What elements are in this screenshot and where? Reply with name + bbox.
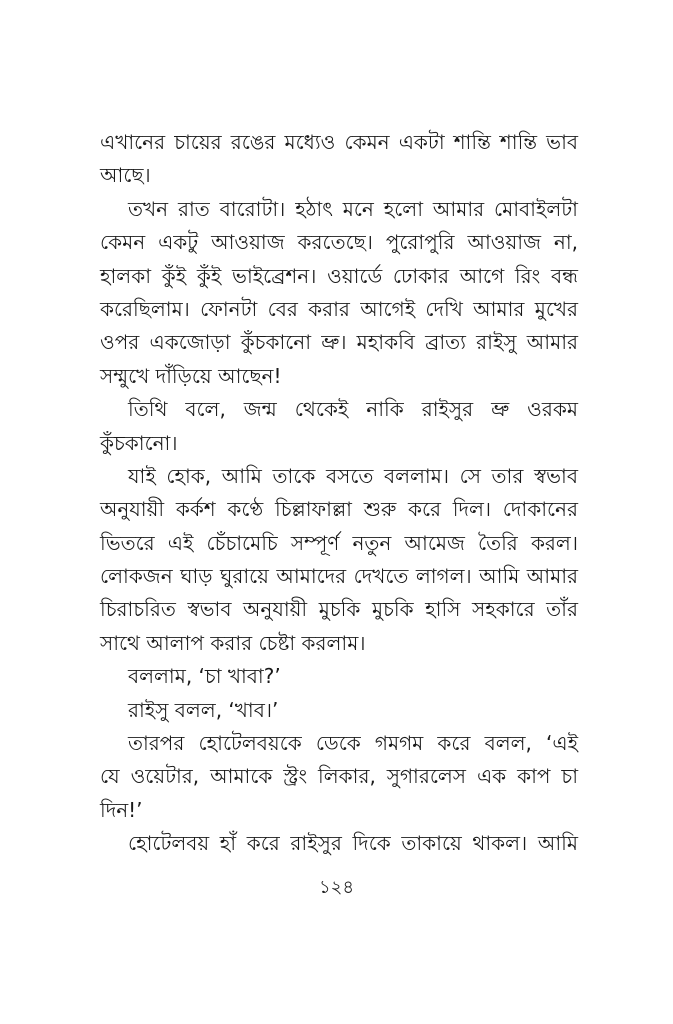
text-line: ভিতরে এই চেঁচামেচি সম্পূর্ণ নতুন আমেজ তৈরি করল। bbox=[100, 530, 578, 555]
text-line: এখানের চায়ের রঙের মধ্যেও কেমন একটা শান্তি শান্তি ভাব bbox=[100, 130, 578, 154]
text-line: রাইসু বলল, ‘খাব।’ bbox=[128, 697, 279, 722]
text-line: যাই হোক, আমি তাকে বসতে বললাম। সে তার স্বভাব bbox=[128, 463, 578, 488]
text-line: তারপর হোটেলবয়কে ডেকে গমগম করে বলল, ‘এই bbox=[128, 731, 578, 756]
text-line: লোকজন ঘাড় ঘুরায়ে আমাদের দেখতে লাগল। আমি আমার bbox=[100, 564, 578, 589]
text-line: ওপর একজোড়া কুঁচকানো ভ্রু। মহাকবি ব্রাত্য রাইসু আমার bbox=[100, 330, 578, 355]
page-number: ১২৪ bbox=[318, 877, 355, 898]
text-line: আছে। bbox=[100, 163, 151, 188]
text-line: দিন!’ bbox=[100, 797, 143, 822]
text-line: কুঁচকানো। bbox=[100, 430, 178, 455]
text-line: অনুযায়ী কর্কশ কণ্ঠে চিল্লাফাল্লা শুরু করে দিল। দোকানের bbox=[100, 497, 578, 522]
text-line: তিথি বলে, জন্ম থেকেই নাকি রাইসুর ভ্রু ওরকম bbox=[128, 397, 578, 422]
text-line: সাথে আলাপ করার চেষ্টা করলাম। bbox=[100, 630, 366, 655]
body-text bbox=[100, 126, 578, 861]
text-line: যে ওয়েটার, আমাকে স্ট্রং লিকার, সুগারলেস এক কাপ চা bbox=[100, 764, 578, 789]
text-line: করেছিলাম। ফোনটা বের করার আগেই দেখি আমার মুখের bbox=[100, 296, 578, 321]
text-line: চিরাচরিত স্বভাব অনুযায়ী মুচকি মুচকি হাসি সহকারে তাঁর bbox=[100, 597, 578, 622]
text-line: বললাম, ‘চা খাবা?’ bbox=[128, 664, 281, 689]
text-line: সম্মুখে দাঁড়িয়ে আছেন! bbox=[100, 363, 282, 388]
text-line: হোটেলবয় হাঁ করে রাইসুর দিকে তাকায়ে থাকল। আমি bbox=[128, 831, 578, 856]
text-line: হালকা কুঁই কুঁই ভাইব্রেশন। ওয়ার্ডে ঢোকার আগে রিং বন্ধ bbox=[100, 263, 578, 288]
text-line: তখন রাত বারোটা। হঠাৎ মনে হলো আমার মোবাইলটা bbox=[128, 196, 578, 221]
text-line: কেমন একটু আওয়াজ করতেছে। পুরোপুরি আওয়াজ না, bbox=[100, 230, 578, 255]
